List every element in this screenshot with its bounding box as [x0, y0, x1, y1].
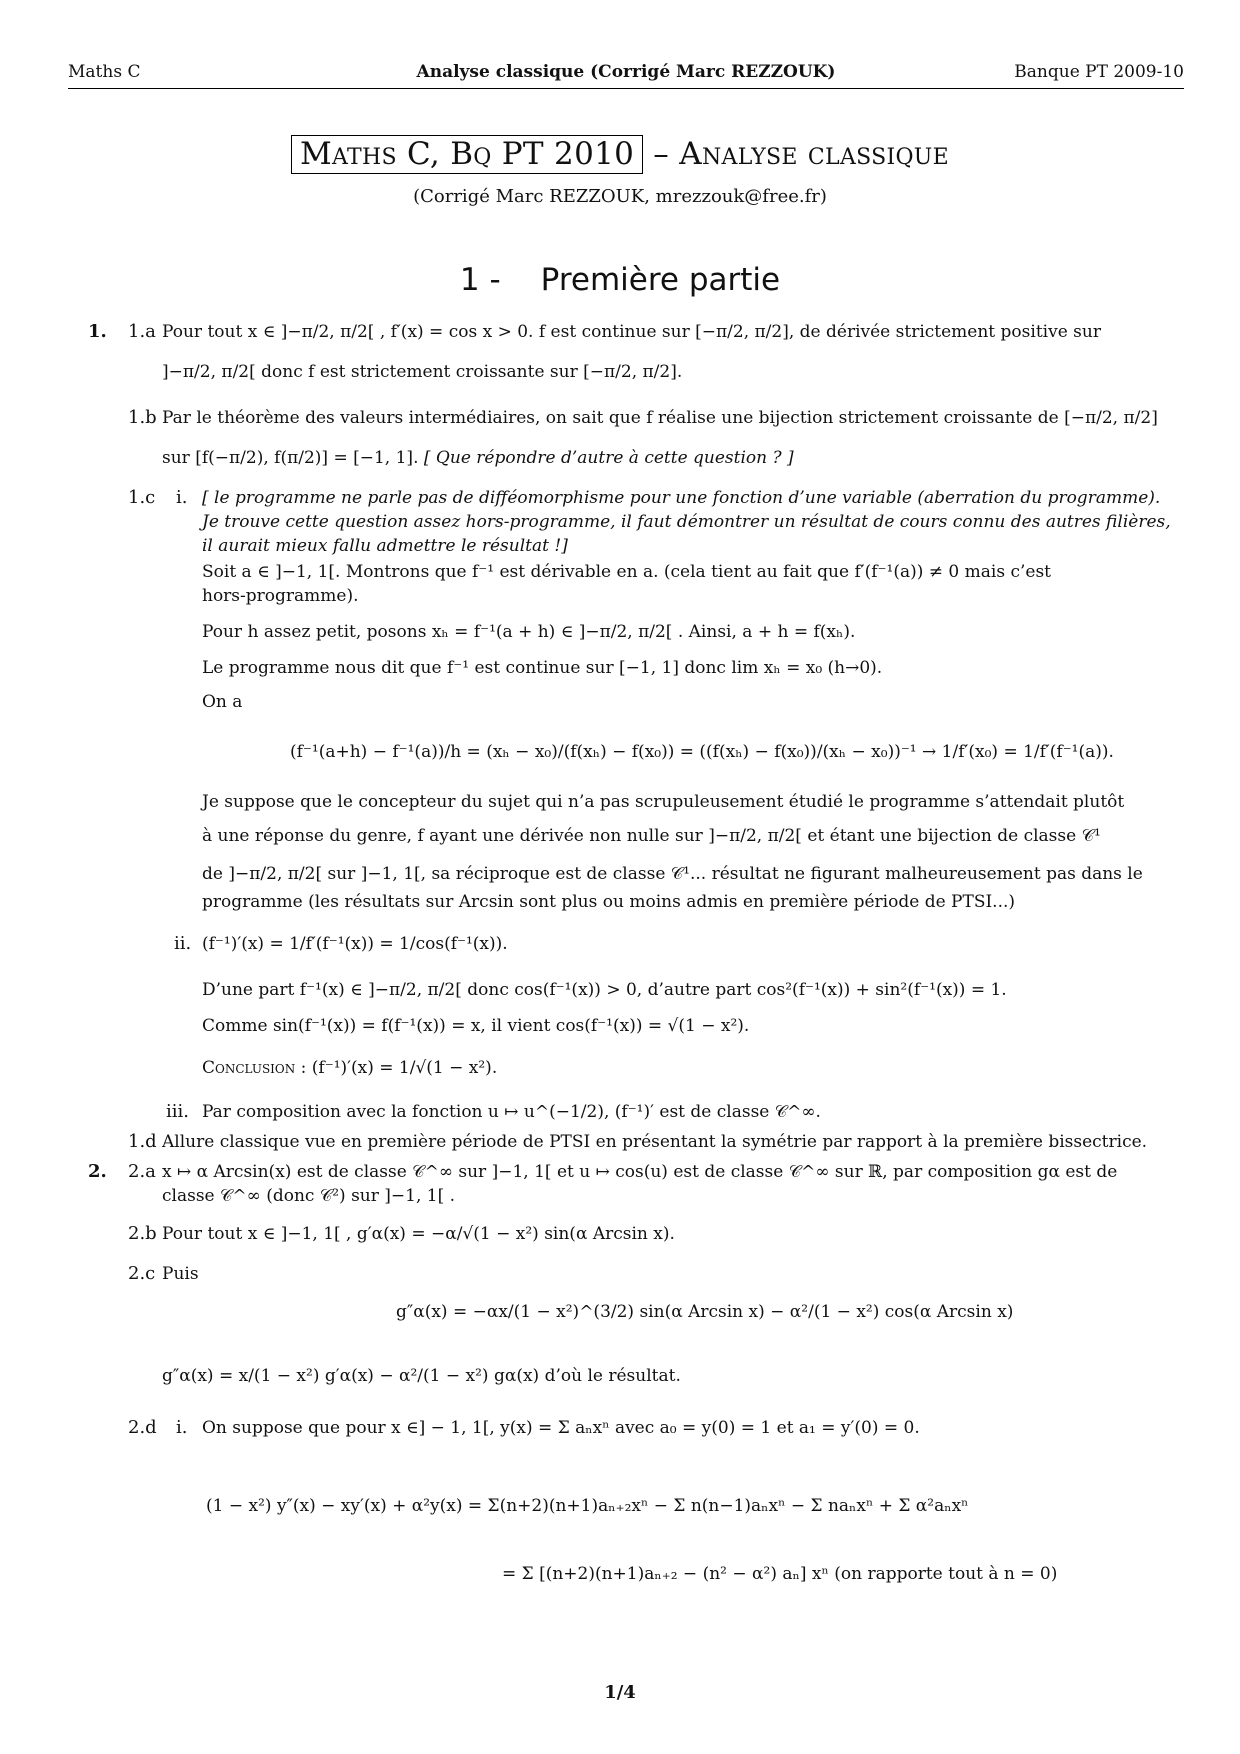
- answer-line: Pour h assez petit, posons xₕ = f⁻¹(a + h) ∈ ]−π/2, π/2[ . Ainsi, a + h = f(xₕ).: [202, 622, 856, 642]
- author-comment: [ Que répondre d’autre à cette question ? ]: [423, 448, 794, 468]
- answer-line: Pour tout x ∈ ]−1, 1[ , g′α(x) = −α/√(1 − x²) sin(α Arcsin x).: [162, 1224, 675, 1244]
- answer-line: (f⁻¹)′(x) = 1/f′(f⁻¹(x)) = 1/cos(f⁻¹(x)).: [202, 934, 508, 954]
- conclusion-word: Conclusion :: [202, 1058, 307, 1078]
- author-comment: il aurait mieux fallu admettre le résultat !]: [202, 536, 568, 556]
- answer-line: Allure classique vue en première période de PTSI en présentant la symétrie par rapport à la première bissectrice.: [162, 1132, 1148, 1152]
- answer-line: Soit a ∈ ]−1, 1[. Montrons que f⁻¹ est dérivable en a. (cela tient au fait que f′(f⁻¹(a)) ≠ 0 mais c’est: [202, 562, 1051, 582]
- item-label: iii.: [166, 1101, 189, 1122]
- answer-line: [202, 1056, 497, 1080]
- answer-line: classe 𝒞^∞ (donc 𝒞²) sur ]−1, 1[ .: [162, 1186, 456, 1206]
- header-left: Maths C: [68, 62, 141, 82]
- section-number: 1 -: [459, 262, 501, 298]
- answer-line: programme (les résultats sur Arcsin sont plus ou moins admis en première période de PTSI...): [202, 892, 1016, 912]
- author-comment: Je trouve cette question assez hors-programme, il faut démontrer un résultat de cours connu des autres filières,: [202, 512, 1171, 532]
- answer-line: ]−π/2, π/2[ donc f est strictement croissante sur [−π/2, π/2].: [162, 362, 683, 382]
- answer-line: Le programme nous dit que f⁻¹ est continue sur [−1, 1] donc lim xₕ = x₀ (h→0).: [202, 658, 883, 678]
- running-header: [68, 62, 1184, 88]
- subquestion-label: 1.c: [128, 487, 156, 508]
- answer-line: g″α(x) = x/(1 − x²) g′α(x) − α²/(1 − x²) gα(x) d’où le résultat.: [162, 1366, 681, 1386]
- subquestion-label: 1.d: [128, 1131, 157, 1152]
- display-equation: (1 − x²) y″(x) − xy′(x) + α²y(x) = Σ(n+2)(n+1)aₙ₊₂xⁿ − Σ n(n−1)aₙxⁿ − Σ naₙxⁿ + Σ α²aₙxⁿ: [206, 1496, 969, 1516]
- answer-line: On a: [202, 692, 243, 712]
- document-subtitle: (Corrigé Marc REZZOUK, mrezzouk@free.fr): [413, 186, 827, 207]
- answer-text: sur [f(−π/2), f(π/2)] = [−1, 1].: [162, 448, 419, 468]
- answer-line: Par composition avec la fonction u ↦ u^(−1/2), (f⁻¹)′ est de classe 𝒞^∞.: [202, 1102, 821, 1122]
- header-right: Banque PT 2009-10: [1014, 62, 1184, 82]
- answer-line: [162, 446, 794, 470]
- answer-line: hors-programme).: [202, 586, 359, 606]
- item-label: i.: [176, 1417, 188, 1438]
- subquestion-label: 1.b: [128, 407, 157, 428]
- answer-line: On suppose que pour x ∈] − 1, 1[, y(x) = Σ aₙxⁿ avec a₀ = y(0) = 1 et a₁ = y′(0) = 0.: [202, 1418, 920, 1438]
- subquestion-label: 2.b: [128, 1223, 157, 1244]
- question-number: 2.: [88, 1161, 107, 1182]
- answer-line: Comme sin(f⁻¹(x)) = f(f⁻¹(x)) = x, il vient cos(f⁻¹(x)) = √(1 − x²).: [202, 1016, 750, 1036]
- display-equation: g″α(x) = −αx/(1 − x²)^(3/2) sin(α Arcsin x) − α²/(1 − x²) cos(α Arcsin x): [396, 1302, 1014, 1322]
- answer-line: Pour tout x ∈ ]−π/2, π/2[ , f′(x) = cos x > 0. f est continue sur [−π/2, π/2], de dérivée strictement positive sur: [162, 322, 1101, 342]
- answer-line: de ]−π/2, π/2[ sur ]−1, 1[, sa réciproque est de classe 𝒞¹... résultat ne figurant malheureusement pas dans le: [202, 864, 1143, 884]
- header-center: Analyse classique (Corrigé Marc REZZOUK): [416, 62, 836, 82]
- answer-line: x ↦ α Arcsin(x) est de classe 𝒞^∞ sur ]−1, 1[ et u ↦ cos(u) est de classe 𝒞^∞ sur ℝ, par composition gα est de: [162, 1162, 1118, 1182]
- answer-line: Je suppose que le concepteur du sujet qui n’a pas scrupuleusement étudié le programme s’attendait plutôt: [202, 792, 1125, 812]
- section-heading: [0, 262, 1240, 298]
- answer-line: Puis: [162, 1264, 199, 1284]
- subquestion-label: 2.a: [128, 1161, 156, 1182]
- subquestion-label: 2.c: [128, 1263, 156, 1284]
- conclusion-formula: (f⁻¹)′(x) = 1/√(1 − x²).: [311, 1058, 498, 1078]
- title-boxed: Maths C, Bq PT 2010: [291, 135, 643, 174]
- subquestion-label: 1.a: [128, 321, 156, 342]
- page-number: 1/4: [604, 1682, 636, 1703]
- display-equation: = Σ [(n+2)(n+1)aₙ₊₂ − (n² − α²) aₙ] xⁿ (on rapporte tout à n = 0): [502, 1564, 1058, 1584]
- answer-line: Par le théorème des valeurs intermédiaires, on sait que f réalise une bijection strictement croissante de [−π/2, π/2]: [162, 408, 1158, 428]
- display-equation: (f⁻¹(a+h) − f⁻¹(a))/h = (xₕ − x₀)/(f(xₕ) − f(x₀)) = ((f(xₕ) − f(x₀))/(xₕ − x₀))⁻¹ → 1/f′(x₀) = 1/f′(f⁻¹(a)).: [290, 742, 1114, 762]
- answer-line: à une réponse du genre, f ayant une dérivée non nulle sur ]−π/2, π/2[ et étant une bijection de classe 𝒞¹: [202, 826, 1101, 846]
- answer-line: D’une part f⁻¹(x) ∈ ]−π/2, π/2[ donc cos(f⁻¹(x)) > 0, d’autre part cos²(f⁻¹(x)) + sin²(f⁻¹(x)) = 1.: [202, 980, 1007, 1000]
- header-rule: [68, 88, 1184, 89]
- subquestion-label: 2.d: [128, 1417, 157, 1438]
- author-comment: [ le programme ne parle pas de difféomorphisme pour une fonction d’une variable (aberration du programme).: [202, 488, 1161, 508]
- section-name: Première partie: [540, 262, 781, 298]
- title-rest: – Analyse classique: [643, 136, 950, 172]
- item-label: i.: [176, 487, 188, 508]
- item-label: ii.: [174, 933, 192, 954]
- document-title: [0, 136, 1240, 172]
- question-number: 1.: [88, 321, 107, 342]
